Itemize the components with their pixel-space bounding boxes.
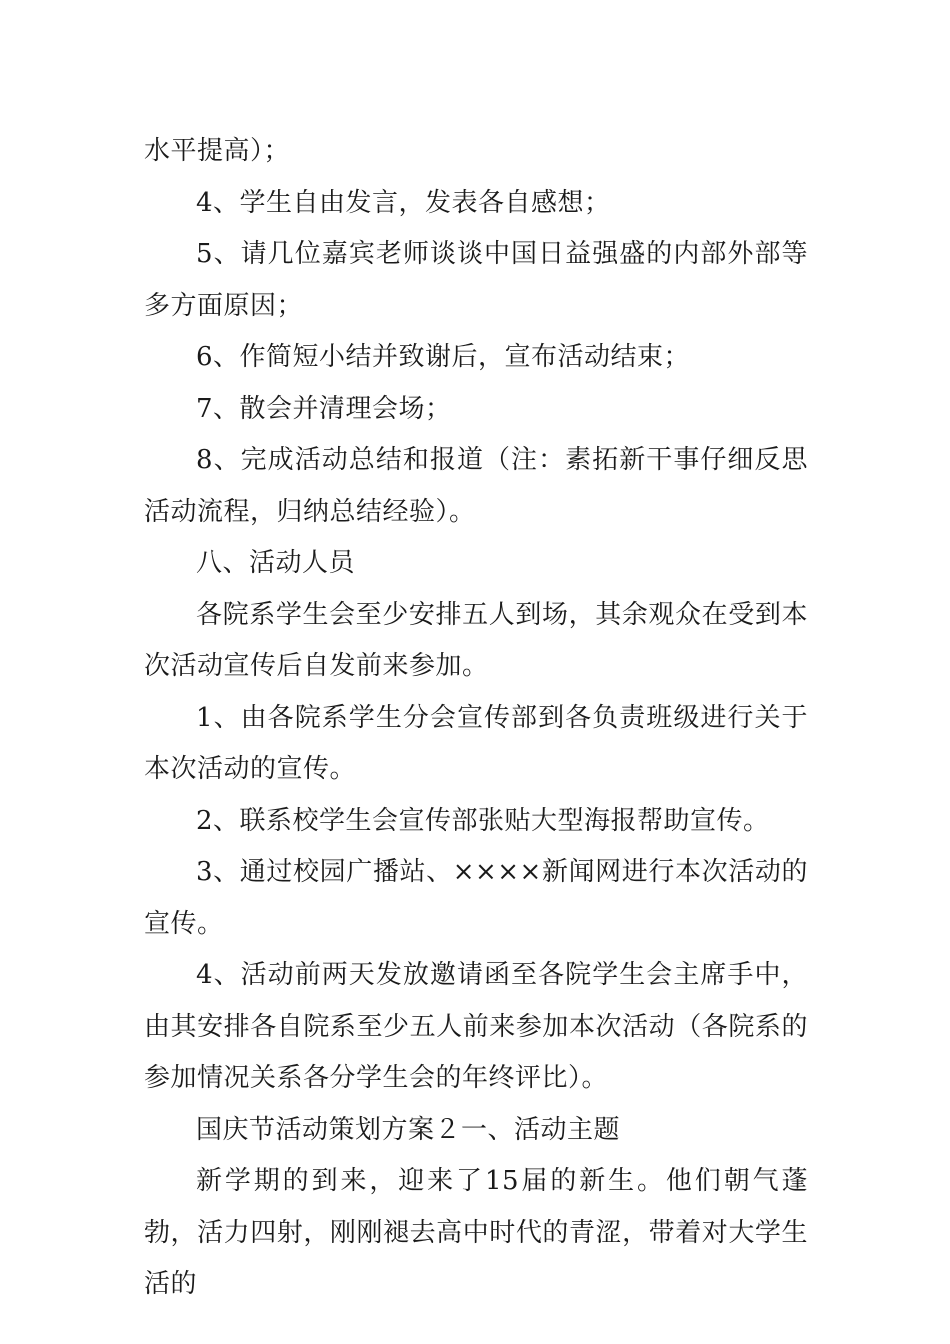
paragraph: 新学期的到来，迎来了15届的新生。他们朝气蓬勃，活力四射，刚刚褪去高中时代的青涩，带着对大学生活的 <box>144 1166 808 1299</box>
paragraph: 2、联系校学生会宣传部张贴大型海报帮助宣传。 <box>196 805 770 836</box>
paragraph: 6、作简短小结并致谢后，宣布活动结束； <box>196 342 691 372</box>
paragraph: 各院系学生会至少安排五人到场，其余观众在受到本次活动宣传后自发前来参加。 <box>144 599 808 681</box>
section-heading: 八、活动人员 <box>196 548 356 578</box>
paragraph: 5、请几位嘉宾老师谈谈中国日益强盛的内部外部等多方面原因； <box>144 239 808 321</box>
document-body <box>144 126 808 1311</box>
paragraph: 3、通过校园广播站、××××新闻网进行本次活动的宣传。 <box>144 857 808 939</box>
paragraph: 1、由各院系学生分会宣传部到各负责班级进行关于本次活动的宣传。 <box>144 702 808 784</box>
paragraph: 水平提高）； <box>144 136 291 166</box>
paragraph: 4、活动前两天发放邀请函至各院学生会主席手中，由其安排各自院系至少五人前来参加本次活动（各院系的参加情况关系各分学生会的年终评比）。 <box>144 960 808 1093</box>
section-heading: 国庆节活动策划方案２一、活动主题 <box>196 1114 621 1145</box>
paragraph: 8、完成活动总结和报道（注：素拓新干事仔细反思活动流程，归纳总结经验）。 <box>144 445 808 527</box>
paragraph: 7、散会并清理会场； <box>196 393 452 424</box>
paragraph: 4、学生自由发言，发表各自感想； <box>196 187 611 218</box>
